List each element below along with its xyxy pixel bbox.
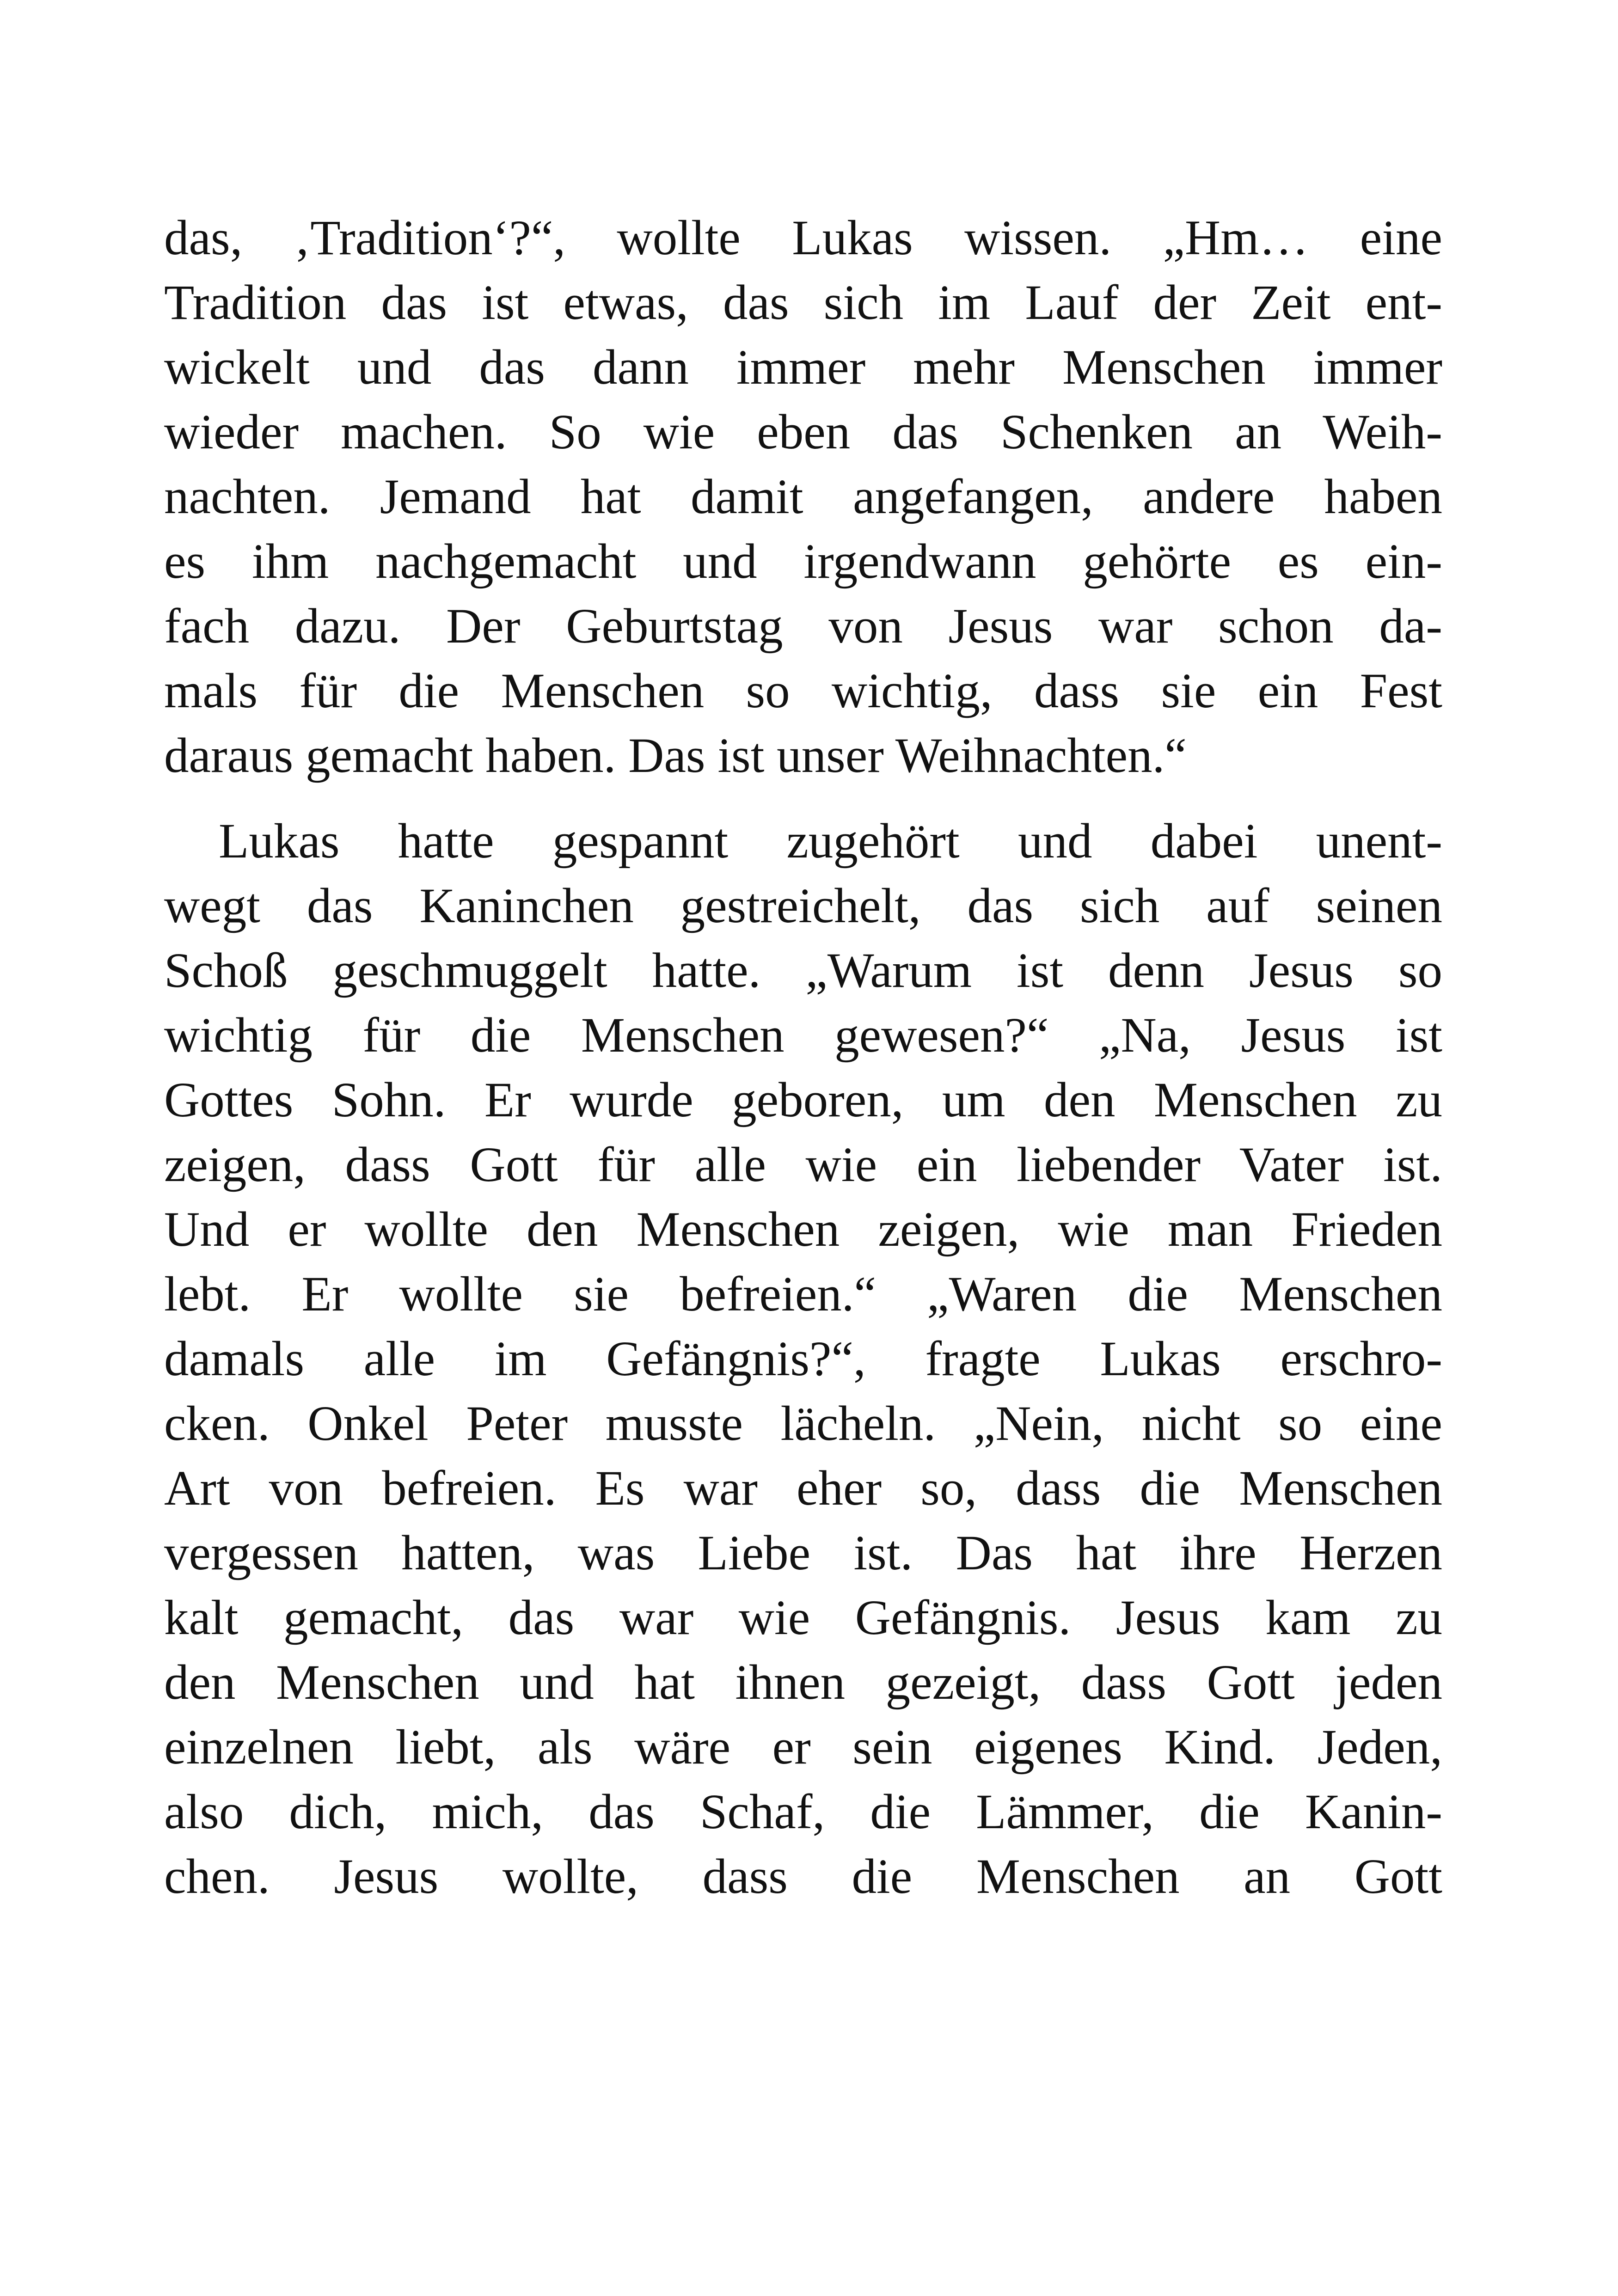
text-line: nachten. Jemand hat damit angefangen, andere haben xyxy=(164,470,1442,524)
text-line: einzelnen liebt, als wäre er sein eigenes Kind. Jeden, xyxy=(164,1720,1442,1775)
text-line: wichtig für die Menschen gewesen?“ „Na, Jesus ist xyxy=(164,1008,1442,1063)
text-line: Lukas hatte gespannt zugehört und dabei unent- xyxy=(219,814,1442,869)
text-line: Gottes Sohn. Er wurde geboren, um den Menschen zu xyxy=(164,1073,1442,1127)
text-line: lebt. Er wollte sie befreien.“ „Waren die Menschen xyxy=(164,1267,1442,1322)
text-line: wegt das Kaninchen gestreichelt, das sich auf seinen xyxy=(164,879,1442,933)
text-line: cken. Onkel Peter musste lächeln. „Nein, nicht so eine xyxy=(164,1396,1442,1451)
text-line: damals alle im Gefängnis?“, fragte Lukas erschro- xyxy=(164,1332,1442,1386)
text-line: wieder machen. So wie eben das Schenken an Weih- xyxy=(164,405,1442,459)
text-line: kalt gemacht, das war wie Gefängnis. Jesus kam zu xyxy=(164,1591,1442,1645)
text-line: Schoß geschmuggelt hatte. „Warum ist denn Jesus so xyxy=(164,943,1442,998)
text-line: das, ‚Tradition‘?“, wollte Lukas wissen. „Hm… eine xyxy=(164,211,1442,265)
text-line: Und er wollte den Menschen zeigen, wie man Frieden xyxy=(164,1202,1442,1257)
text-line: Tradition das ist etwas, das sich im Lauf der Zeit ent- xyxy=(164,276,1442,330)
text-line: also dich, mich, das Schaf, die Lämmer, die Kanin- xyxy=(164,1785,1442,1839)
text-line: den Menschen und hat ihnen gezeigt, dass Gott jeden xyxy=(164,1655,1442,1710)
text-line: vergessen hatten, was Liebe ist. Das hat ihre Herzen xyxy=(164,1526,1442,1580)
text-line: es ihm nachgemacht und irgendwann gehörte es ein- xyxy=(164,534,1442,589)
text-line: wickelt und das dann immer mehr Menschen immer xyxy=(164,340,1442,395)
text-line: fach dazu. Der Geburtstag von Jesus war schon da- xyxy=(164,599,1442,654)
text-line: zeigen, dass Gott für alle wie ein liebender Vater ist. xyxy=(164,1138,1442,1192)
text-line: chen. Jesus wollte, dass die Menschen an Gott xyxy=(164,1849,1442,1904)
text-line: daraus gemacht haben. Das ist unser Weihnachten.“ xyxy=(164,729,1187,783)
text-line: mals für die Menschen so wichtig, dass sie ein Fest xyxy=(164,664,1442,718)
text-line: Art von befreien. Es war eher so, dass die Menschen xyxy=(164,1461,1442,1516)
